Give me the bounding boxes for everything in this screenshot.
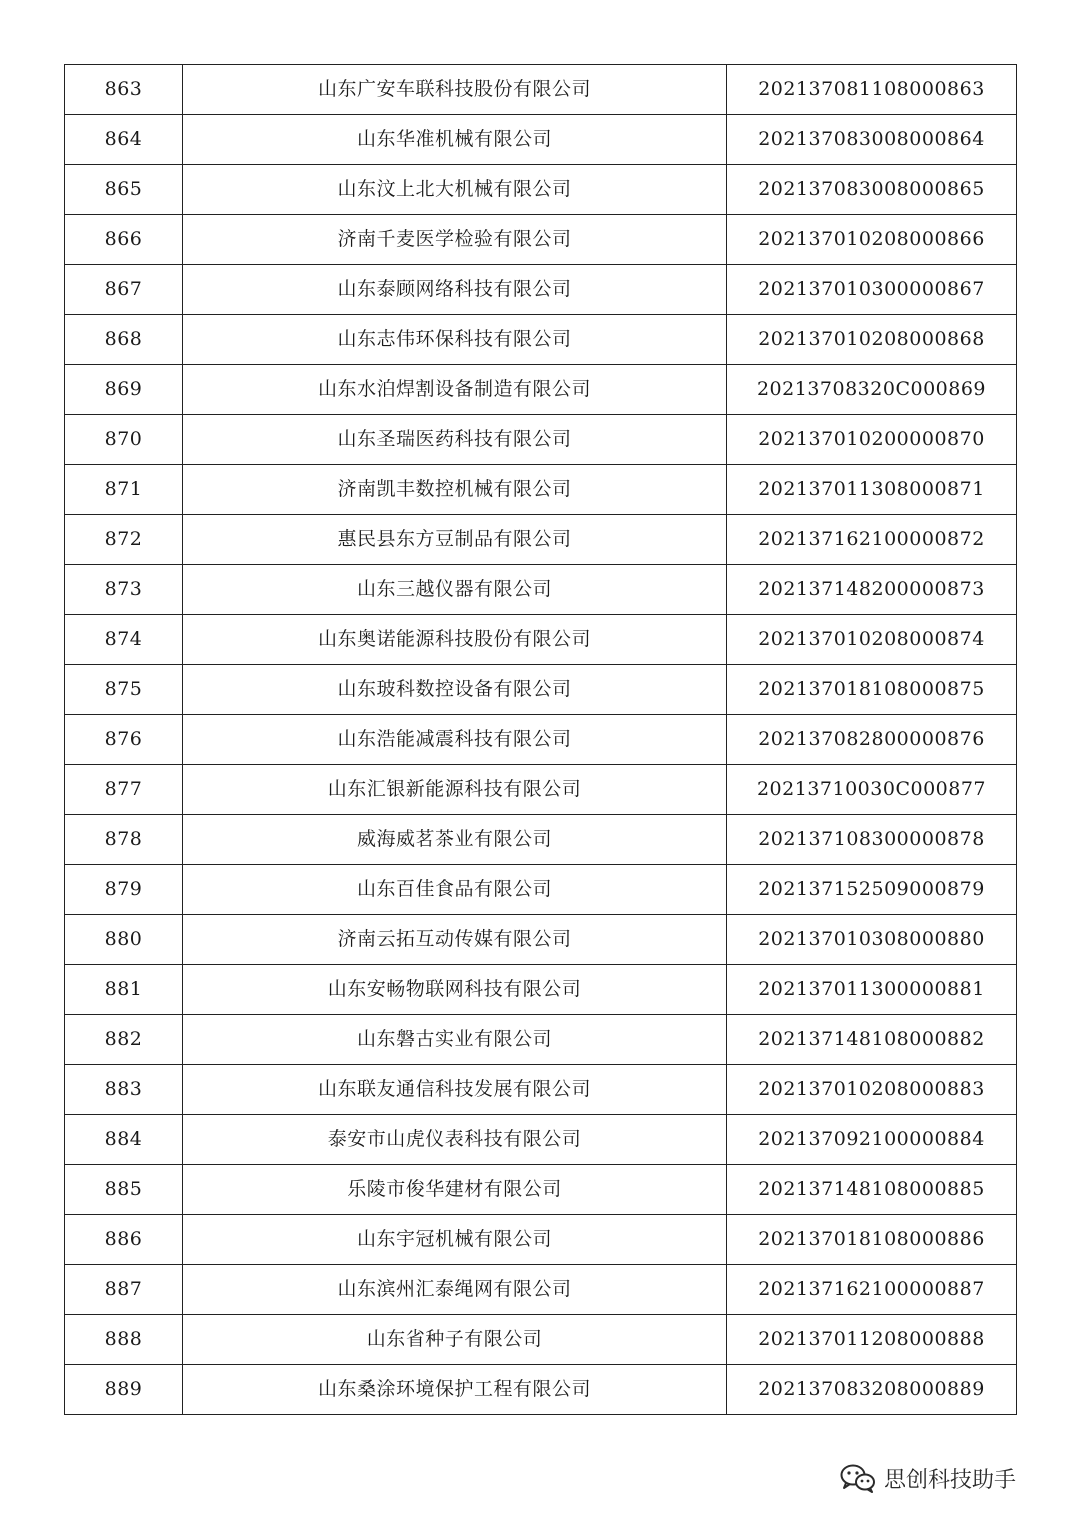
registration-code-cell: 202137010208000874 [727,615,1017,665]
registration-code-cell: 20213708320C000869 [727,365,1017,415]
table-row [65,1265,1017,1315]
table-row [65,615,1017,665]
row-number-cell: 878 [65,815,183,865]
row-number-cell: 865 [65,165,183,215]
company-name-cell: 山东玻科数控设备有限公司 [183,665,727,715]
row-number-cell: 866 [65,215,183,265]
registration-code-cell: 202137010208000866 [727,215,1017,265]
row-number-cell: 872 [65,515,183,565]
registration-code-cell: 202137018108000886 [727,1215,1017,1265]
registration-code-cell: 202137011208000888 [727,1315,1017,1365]
row-number-cell: 874 [65,615,183,665]
watermark [840,1458,1016,1498]
company-list-table [64,64,1017,1415]
table-row [65,515,1017,565]
table-row [65,1215,1017,1265]
row-number-cell: 884 [65,1115,183,1165]
table-row [65,415,1017,465]
company-name-cell: 乐陵市俊华建材有限公司 [183,1165,727,1215]
row-number-cell: 870 [65,415,183,465]
company-name-cell: 山东磐古实业有限公司 [183,1015,727,1065]
company-name-cell: 济南千麦医学检验有限公司 [183,215,727,265]
company-name-cell: 济南云拓互动传媒有限公司 [183,915,727,965]
table-body [65,65,1017,1415]
table-row [65,665,1017,715]
company-name-cell: 山东省种子有限公司 [183,1315,727,1365]
company-name-cell: 山东华准机械有限公司 [183,115,727,165]
registration-code-cell: 202137010308000880 [727,915,1017,965]
company-name-cell: 泰安市山虎仪表科技有限公司 [183,1115,727,1165]
row-number-cell: 880 [65,915,183,965]
table-row [65,1365,1017,1415]
table-row [65,1115,1017,1165]
registration-code-cell: 202137018108000875 [727,665,1017,715]
registration-code-cell: 202137081108000863 [727,65,1017,115]
table-row [65,1315,1017,1365]
company-name-cell: 山东圣瑞医药科技有限公司 [183,415,727,465]
table-row [65,815,1017,865]
table-row [65,865,1017,915]
company-name-cell: 山东泰顾网络科技有限公司 [183,265,727,315]
row-number-cell: 877 [65,765,183,815]
registration-code-cell: 202137148200000873 [727,565,1017,615]
company-name-cell: 山东浩能减震科技有限公司 [183,715,727,765]
table-row [65,1165,1017,1215]
registration-code-cell: 202137162100000872 [727,515,1017,565]
table-row [65,115,1017,165]
table-row [65,315,1017,365]
registration-code-cell: 202137092100000884 [727,1115,1017,1165]
registration-code-cell: 202137010200000870 [727,415,1017,465]
row-number-cell: 888 [65,1315,183,1365]
table-row [65,1015,1017,1065]
table-row [65,715,1017,765]
row-number-cell: 889 [65,1365,183,1415]
table-row [65,65,1017,115]
company-name-cell: 山东志伟环保科技有限公司 [183,315,727,365]
table-row [65,1065,1017,1115]
row-number-cell: 885 [65,1165,183,1215]
company-name-cell: 山东百佳食品有限公司 [183,865,727,915]
row-number-cell: 876 [65,715,183,765]
table-row [65,365,1017,415]
company-name-cell: 惠民县东方豆制品有限公司 [183,515,727,565]
company-name-cell: 山东三越仪器有限公司 [183,565,727,615]
row-number-cell: 873 [65,565,183,615]
company-name-cell: 山东奥诺能源科技股份有限公司 [183,615,727,665]
registration-code-cell: 20213710030C000877 [727,765,1017,815]
table-row [65,965,1017,1015]
wechat-icon [840,1463,876,1493]
row-number-cell: 881 [65,965,183,1015]
row-number-cell: 868 [65,315,183,365]
registration-code-cell: 202137010300000867 [727,265,1017,315]
company-name-cell: 山东滨州汇泰绳网有限公司 [183,1265,727,1315]
watermark-text: 思创科技助手 [884,1467,1017,1493]
company-name-cell: 山东汇银新能源科技有限公司 [183,765,727,815]
company-name-cell: 山东广安车联科技股份有限公司 [183,65,727,115]
table-row [65,165,1017,215]
row-number-cell: 869 [65,365,183,415]
registration-code-cell: 202137152509000879 [727,865,1017,915]
company-name-cell: 山东水泊焊割设备制造有限公司 [183,365,727,415]
table-row [65,765,1017,815]
row-number-cell: 886 [65,1215,183,1265]
row-number-cell: 883 [65,1065,183,1115]
table-row [65,465,1017,515]
row-number-cell: 882 [65,1015,183,1065]
registration-code-cell: 202137010208000868 [727,315,1017,365]
company-name-cell: 山东安畅物联网科技有限公司 [183,965,727,1015]
registration-code-cell: 202137083008000865 [727,165,1017,215]
row-number-cell: 864 [65,115,183,165]
company-name-cell: 山东汶上北大机械有限公司 [183,165,727,215]
registration-code-cell: 202137108300000878 [727,815,1017,865]
registration-code-cell: 202137162100000887 [727,1265,1017,1315]
table-row [65,215,1017,265]
table-row [65,915,1017,965]
company-name-cell: 威海威茗茶业有限公司 [183,815,727,865]
row-number-cell: 863 [65,65,183,115]
registration-code-cell: 202137011300000881 [727,965,1017,1015]
row-number-cell: 875 [65,665,183,715]
registration-code-cell: 202137082800000876 [727,715,1017,765]
table-row [65,565,1017,615]
registration-code-cell: 202137148108000882 [727,1015,1017,1065]
registration-code-cell: 202137148108000885 [727,1165,1017,1215]
registration-code-cell: 202137010208000883 [727,1065,1017,1115]
row-number-cell: 871 [65,465,183,515]
company-name-cell: 山东宇冠机械有限公司 [183,1215,727,1265]
row-number-cell: 879 [65,865,183,915]
row-number-cell: 867 [65,265,183,315]
company-name-cell: 济南凯丰数控机械有限公司 [183,465,727,515]
registration-code-cell: 202137083208000889 [727,1365,1017,1415]
registration-code-cell: 202137083008000864 [727,115,1017,165]
company-name-cell: 山东桑涂环境保护工程有限公司 [183,1365,727,1415]
company-name-cell: 山东联友通信科技发展有限公司 [183,1065,727,1115]
table-row [65,265,1017,315]
registration-code-cell: 202137011308000871 [727,465,1017,515]
row-number-cell: 887 [65,1265,183,1315]
